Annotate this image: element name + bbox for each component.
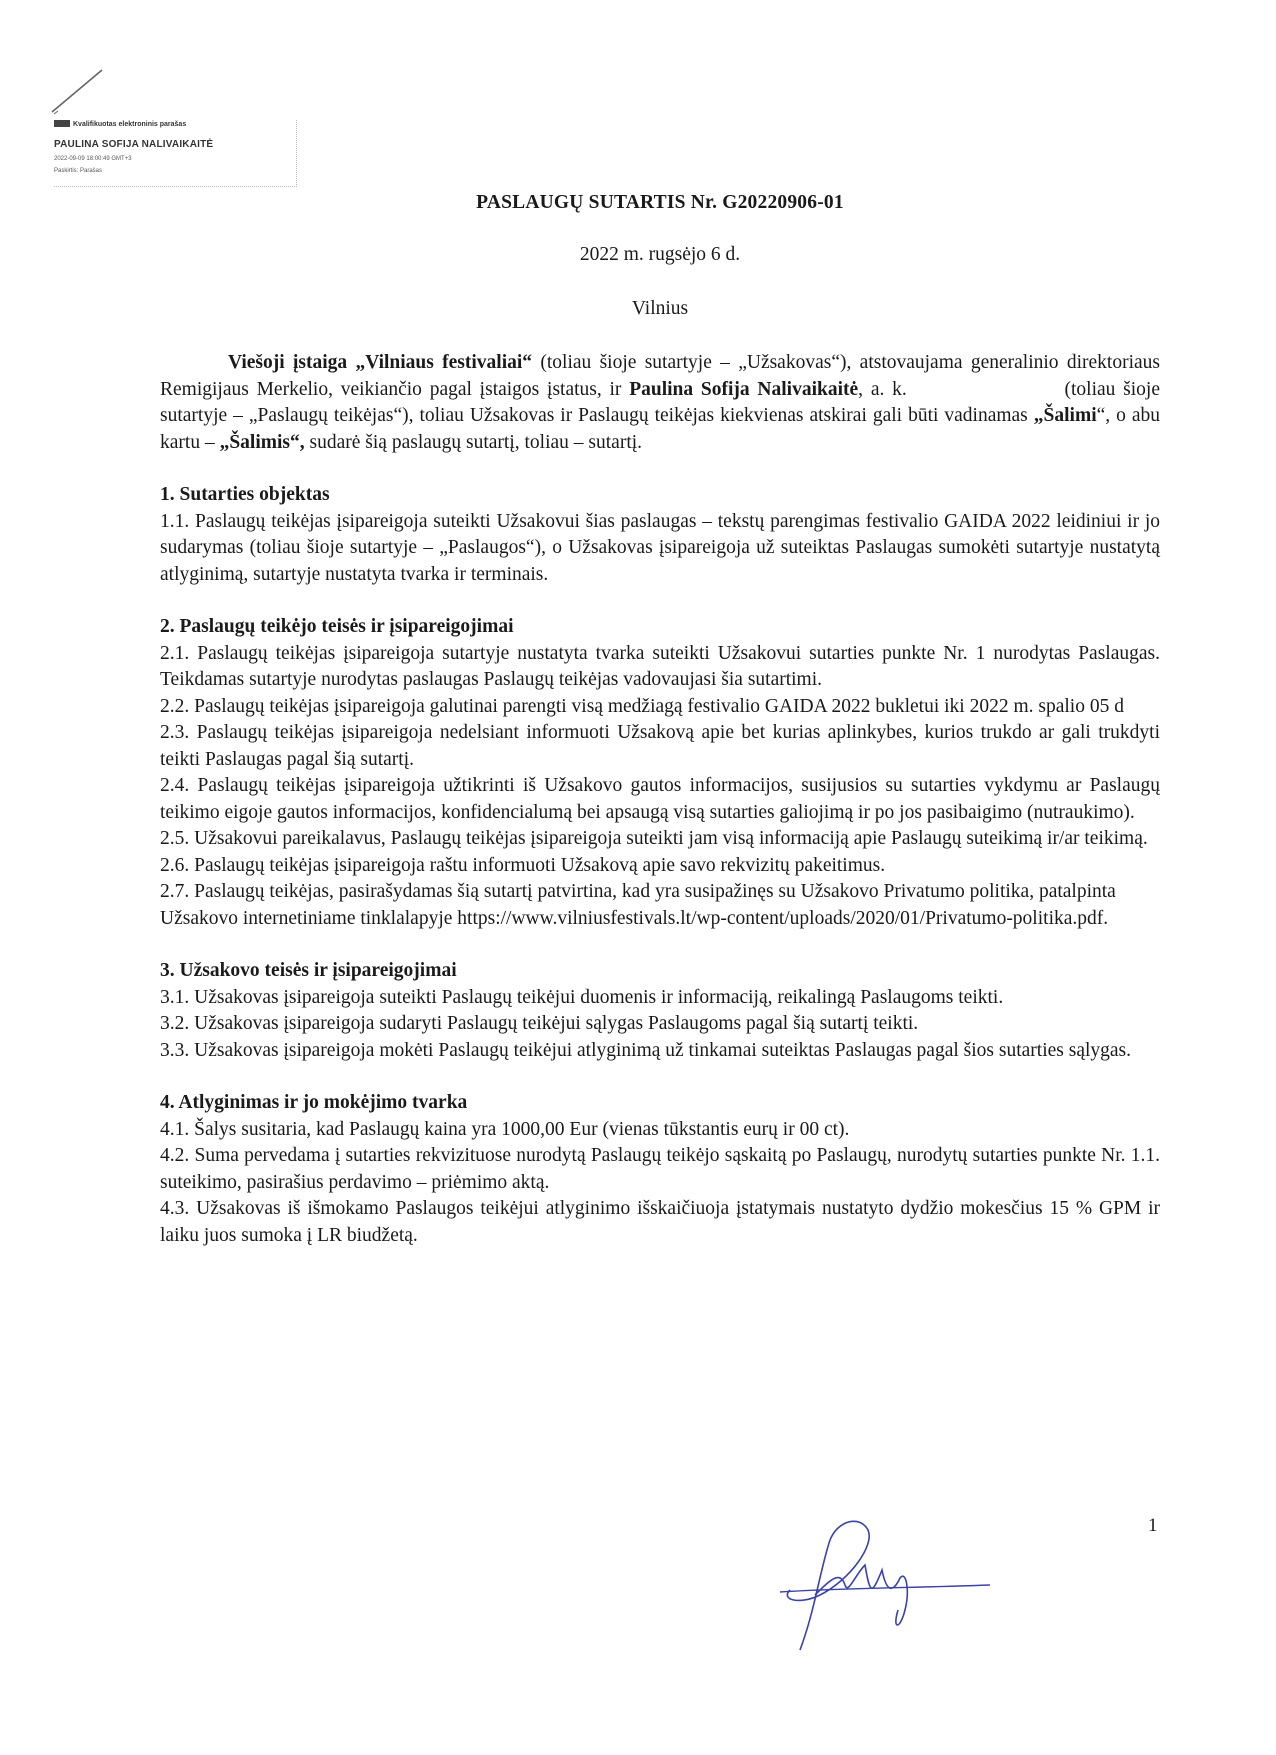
section-title: 1. Sutarties objektas [160,484,330,505]
e-signature-signer: PAULINA SOFIJA NALIVAIKAITĖ [54,139,214,150]
pen-stroke-icon [50,68,110,118]
document-title: PASLAUGŲ SUTARTIS Nr. G20220906-01 [476,192,844,213]
intro-text-2: , a. k. [858,378,915,400]
clause: 3.1. Užsakovas įsipareigoja suteikti Paslaugų teikėjui duomenis ir informaciją, reikalingą Paslaugoms teikti. [160,986,1004,1008]
clause: 4.1. Šalys susitaria, kad Paslaugų kaina yra 1000,00 Eur (vienas tūkstantis eurų ir 00 ct). [160,1118,850,1140]
provider-name: Paulina Sofija Nalivaikaitė [629,378,859,400]
e-signature-stamp [50,68,300,190]
clause: 1.1. Paslaugų teikėjas įsipareigoja suteikti Užsakovui šias paslaugas – tekstų parengimas festivalio GAIDA 2022 leidiniui ir jo sudarymas (toliau šioje sutartyje – „Paslaugos“), o Užsakovas įsipareigoja už suteiktas Paslaugas sumokėti sutartyje nustatytą atlyginimą, sutartyje nustatyta tvarka ir terminais. [160,510,1160,585]
eu-flag-icon [54,120,70,127]
clause: 2.4. Paslaugų teikėjas įsipareigoja užtikrinti iš Užsakovo gautos informacijos, susijusios su sutarties vykdymu ar Paslaugų teikimo eigoje gautos informacijos, konfidencialumą bei apsaugą visą sutarties galiojimą ir po jos pasibaigimo (nutraukimo). [160,775,1160,823]
clause: 4.2. Suma pervedama į sutarties rekvizituose nurodytą Paslaugų teikėjo sąskaitą po Paslaugų, nurodytų sutarties punkte Nr. 1.1. suteikimo, pasirašius perdavimo – priėmimo aktą. [160,1145,1160,1193]
page-number: 1 [1148,1515,1158,1536]
section-title: 2. Paslaugų teikėjo teisės ir įsipareigojimai [160,616,514,637]
party-plural-term: „Šalimis“, [219,431,305,453]
e-signature-purpose: Paskirtis: Parašas [54,168,103,174]
clause: 2.2. Paslaugų teikėjas įsipareigoja galutinai parengti visą medžiagą festivalio GAIDA 2022 bukletui iki 2022 m. spalio 05 d [160,695,1124,717]
clause: 2.7. Paslaugų teikėjas, pasirašydamas šią sutartį patvirtina, kad yra susipažinęs su Užsakovo Privatumo politika, patalpinta Užsakovo internetiniame tinklalapyje https://www.vilniusfestivals.lt/wp-content/uploads/2020/01/Privatumo-politika.pdf. [160,881,1116,929]
intro-text-1: (toliau šioje sutartyje – „Užsakovas“), atstovaujama generalinio direktoriaus Remigijaus Merkelio, veikiančio pagal įstaigos įstatus, ir [160,352,1160,400]
intro-text-5: sudarė šią paslaugų sutartį, toliau – sutartį. [304,431,643,453]
document-date: 2022 m. rugsėjo 6 d. [579,244,741,265]
clause: 3.3. Užsakovas įsipareigoja mokėti Paslaugų teikėjui atlyginimą už tinkamai suteiktas Paslaugas pagal šios sutarties sąlygas. [160,1039,1132,1061]
e-signature-header [54,120,186,128]
clause: 2.3. Paslaugų teikėjas įsipareigoja nedelsiant informuoti Užsakovą apie bet kurias aplinkybes, kurios trukdo ar gali trukdyti teikti Paslaugas pagal šią sutartį. [160,722,1160,770]
party-singular-term: „Šalimi [1033,405,1097,426]
document-city: Vilnius [631,298,689,319]
clause: 3.2. Užsakovas įsipareigoja sudaryti Paslaugų teikėjui sąlygas Paslaugoms pagal šią sutartį teikti. [160,1013,919,1034]
customer-org-name: Viešoji įstaiga „Vilniaus festivaliai“ [228,352,533,373]
intro-text-3: (toliau šioje sutartyje – „Paslaugų teikėjas“), toliau Užsakovas ir Paslaugų teikėjas kiekvienas atskirai gali būti vadinamas [160,378,1160,426]
e-signature-details [54,120,297,187]
clause: 2.6. Paslaugų teikėjas įsipareigoja raštu informuoti Užsakovą apie savo rekvizitų pakeitimus. [160,854,886,876]
handwritten-signature [760,1500,1020,1660]
intro-text-4: “, o abu kartu – [160,405,1161,453]
clause: 2.1. Paslaugų teikėjas įsipareigoja sutartyje nustatyta tvarka suteikti Užsakovui sutarties punkte Nr. 1 nurodytas Paslaugas. Teikdamas sutartyje nurodytas paslaugas Paslaugų teikėjas vadovaujasi šia sutartimi. [160,642,1160,690]
e-signature-datetime: 2022-09-09 18:00:49 GMT+3 [54,156,132,162]
clause: 4.3. Užsakovas iš išmokamo Paslaugos teikėjui atlyginimo išskaičiuoja įstatymais nustatyto dydžio mokesčius 15 % GPM ir laiku juos sumoka į LR biudžetą. [160,1198,1160,1246]
clause: 2.5. Užsakovui pareikalavus, Paslaugų teikėjas įsipareigoja suteikti jam visą informaciją apie Paslaugų suteikimą ir/ar teikimą. [160,828,1148,849]
section-title: 4. Atlyginimas ir jo mokėjimo tvarka [160,1092,468,1113]
e-signature-header-text: Kvalifikuotas elektroninis parašas [73,121,187,128]
contract-body [160,350,1160,1249]
section-title: 3. Užsakovo teisės ir įsipareigojimai [160,960,457,981]
intro-paragraph [160,350,1160,456]
